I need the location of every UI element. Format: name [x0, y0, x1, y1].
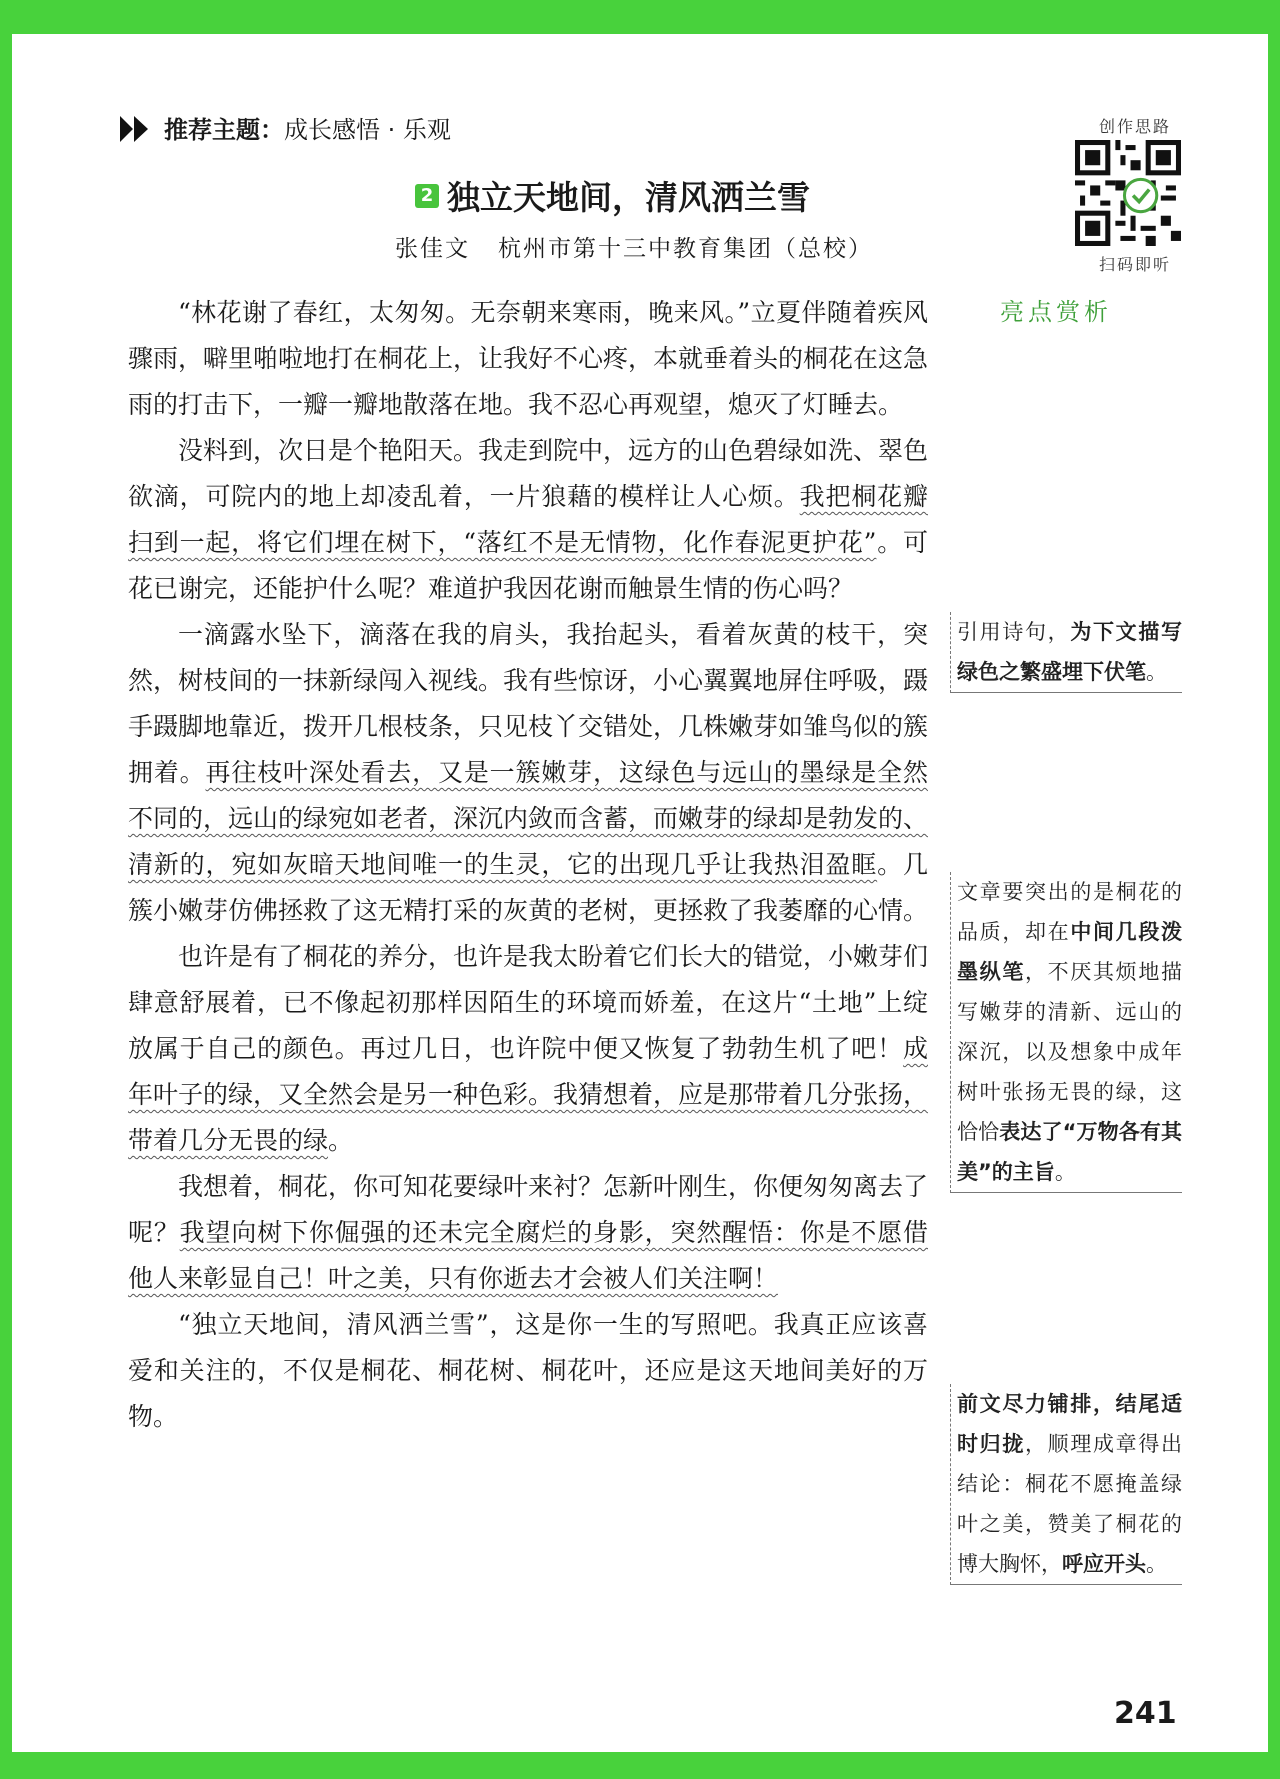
underlined-realization: 我望向树下你倔强的还未完全腐烂的身影，突然醒悟：你是不愿借他人来彰显自己！叶之美，只有你逝去才会被人们关注啊！: [128, 1218, 928, 1293]
recommended-topic: [120, 110, 451, 145]
paragraph-1: “林花谢了春红，太匆匆。无奈朝来寒雨，晚来风。”立夏伴随着疾风骤雨，噼里啪啦地打在桐花上，让我好不心疼，本就垂着头的桐花在这急雨的打击下，一瓣一瓣地散落在地。我不忍心再观望，熄灭了灯睡去。: [128, 298, 929, 419]
page-number: 241: [1114, 1696, 1177, 1731]
green-frame-left: [0, 0, 12, 1779]
paragraph-3: 一滴露水坠下，滴落在我的肩头，我抬起头，看着灰黄的枝干，突然，树枝间的一抹新绿闯入视线。我有些惊讶，小心翼翼地屏住呼吸，蹑手蹑脚地靠近，拨开几根枝条，只见枝丫交错处，几株嫩芽如雏鸟似的簇拥着。再往枝叶深处看去，又是一簇嫩芽，这绿色与远山的墨绿是全然不同的，远山的绿宛如老者，深沉内敛而含蓄，而嫩芽的绿却是勃发的、清新的，宛如灰暗天地间唯一的生灵，它的出现几乎让我热泪盈眶。几簇小嫩芽仿佛拯救了这无精打采的灰黄的老树，更拯救了我萎靡的心情。: [128, 620, 929, 925]
topic-label: 推荐主题：: [164, 116, 284, 144]
qr-code-icon[interactable]: [1075, 140, 1181, 246]
green-frame-right: [1268, 0, 1280, 1779]
article-number-badge: 2: [415, 184, 439, 208]
underlined-quote: 我把桐花瓣扫到一起，将它们埋在树下，“落红不是无情物，化作春泥更护花”: [128, 482, 928, 557]
green-frame-top: [0, 0, 1280, 34]
paragraph-2: 没料到，次日是个艳阳天。我走到院中，远方的山色碧绿如洗、翠色欲滴，可院内的地上却凌乱着，一片狼藉的模样让人心烦。我把桐花瓣扫到一起，将它们埋在树下，“落红不是无情物，化作春泥更护花”。可花已谢完，还能护什么呢？难道护我因花谢而触景生情的伤心吗？: [128, 436, 929, 603]
highlights-heading: 亮点赏析: [1000, 298, 1112, 326]
annotation-1: 引用诗句，为下文描写绿色之繁盛埋下伏笔。: [950, 612, 1182, 693]
paragraph-6: “独立天地间，清风洒兰雪”，这是你一生的写照吧。我真正应该喜爱和关注的，不仅是桐花、桐花树、桐花叶，还应是这天地间美好的万物。: [128, 1310, 928, 1431]
paragraph-4: 也许是有了桐花的养分，也许是我太盼着它们长大的错觉，小嫩芽们肆意舒展着，已不像起初那样因陌生的环境而娇羞，在这片“土地”上绽放属于自己的颜色。再过几日，也许院中便又恢复了勃勃生机了吧！成年叶子的绿，又全然会是另一种色彩。我猜想着，应是那带着几分张扬，带着几分无畏的绿。: [128, 942, 929, 1155]
author-school: 杭州市第十三中教育集团（总校）: [498, 236, 873, 262]
qr-bottom-caption: 扫码即听: [1098, 255, 1171, 274]
article-title: [415, 172, 810, 219]
double-arrow-icon: [120, 116, 154, 142]
annotation-2: 文章要突出的是桐花的品质，却在中间几段泼墨纵笔，不厌其烦地描写嫩芽的清新、远山的深沉，以及想象中成年树叶张扬无畏的绿，这恰恰表达了“万物各有其美”的主旨。: [950, 872, 1182, 1193]
underlined-description: 再往枝叶深处看去，又是一簇嫩芽，这绿色与远山的墨绿是全然不同的，远山的绿宛如老者，深沉内敛而含蓄，而嫩芽的绿却是勃发的、清新的，宛如灰暗天地间唯一的生灵，它的出现几乎让我热泪盈眶: [128, 758, 929, 879]
paragraph-5: 我想着，桐花，你可知花要绿叶来衬？怎新叶刚生，你便匆匆离去了呢？我望向树下你倔强的还未完全腐烂的身影，突然醒悟：你是不愿借他人来彰显自己！叶之美，只有你逝去才会被人们关注啊！: [128, 1172, 929, 1293]
green-frame-bottom: [0, 1752, 1280, 1779]
byline: [395, 230, 873, 263]
article-body: [128, 290, 928, 1440]
annotation-3: 前文尽力铺排，结尾适时归拢，顺理成章得出结论：桐花不愿掩盖绿叶之美，赞美了桐花的博大胸怀，呼应开头。: [950, 1384, 1182, 1585]
author-name: 张佳文: [395, 236, 470, 262]
underlined-imagination: 成年叶子的绿，又全然会是另一种色彩。我猜想着，应是那带着几分张扬，带着几分无畏的绿: [128, 1034, 929, 1155]
article-title-text: 独立天地间，清风洒兰雪: [447, 178, 810, 217]
qr-top-caption: 创作思路: [1098, 117, 1171, 136]
topic-value: 成长感悟 · 乐观: [284, 116, 451, 144]
